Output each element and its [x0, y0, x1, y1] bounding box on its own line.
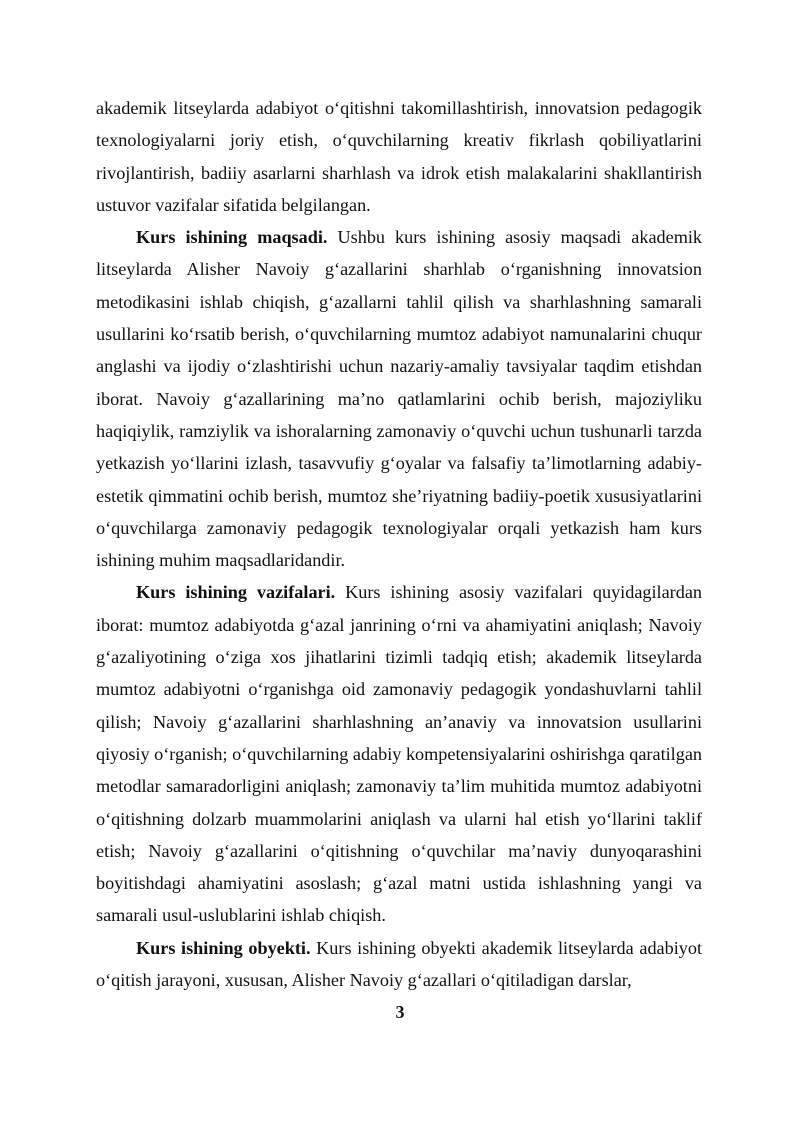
document-body: [96, 92, 702, 996]
paragraph-obyekti: [96, 932, 702, 997]
paragraph-intro: [96, 92, 702, 221]
page-number: 3: [395, 1002, 405, 1022]
paragraph-heading: Kurs ishining obyekti.: [136, 937, 311, 958]
paragraph-text: akademik litseylarda adabiyot oʻqitishni takomillashtirish, innovatsion pedagogik texnologiyalarni joriy etish, oʻquvchilarning kreativ fikrlash qobiliyatlarini rivojlantirish, badiiy asarlarni sharhlash va idrok etish malakalarini shakllantirish ustuvor vazifalar sifatida belgilangan.: [96, 98, 702, 215]
paragraph-text: Ushbu kurs ishining asosiy maqsadi akademik litseylarda Alisher Navoiy gʻazallarini sharhlab oʻrganishning innovatsion metodikasini ishlab chiqish, gʻazallarni tahlil qilish va sharhlashning samarali usullarini koʻrsatib berish, oʻquvchilarning mumtoz adabiyot namunalarini chuqur anglashi va ijodiy oʻzlashtirishi uchun nazariy-amaliy tavsiyalar taqdim etishdan iborat. Navoiy gʻazallarining maʼno qatlamlarini ochib berish, majoziyliku haqiqiylik, ramziylik va ishoralarning zamonaviy oʻquvchi uchun tushunarli tarzda yetkazish yoʻllarini izlash, tasavvufiy gʻoyalar va falsafiy taʼlimotlarning adabiy-estetik qimmatini ochib berish, mumtoz sheʼriyatning badiiy-poetik xususiyatlarini oʻquvchilarga zamonaviy pedagogik texnologiyalar orqali yetkazish ham kurs ishining muhim maqsadlaridandir.: [96, 227, 702, 571]
paragraph-text: Kurs ishining asosiy vazifalari quyidagilardan iborat: mumtoz adabiyotda gʻazal janrining oʻrni va ahamiyatini aniqlash; Navoiy gʻazaliyotining oʻziga xos jihatlarini tizimli tadqiq etish; akademik litseylarda mumtoz adabiyotni oʻrganishga oid zamonaviy pedagogik yondashuvlarni tahlil qilish; Navoiy gʻazallarini sharhlashning anʼanaviy va innovatsion usullarini qiyosiy oʻrganish; oʻquvchilarning adabiy kompetensiyalarini oshirishga qaratilgan metodlar samaradorligini aniqlash; zamonaviy taʼlim muhitida mumtoz adabiyotni oʻqitishning dolzarb muammolarini aniqlash va ularni hal etish yoʻllarini taklif etish; Navoiy gʻazallarini oʻqitishning oʻquvchilar maʼnaviy dunyoqarashini boyitishdagi ahamiyatini asoslash; gʻazal matni ustida ishlashning yangi va samarali usul-uslublarini ishlab chiqish.: [96, 582, 702, 926]
paragraph-heading: Kurs ishining maqsadi.: [136, 227, 328, 248]
paragraph-text: Kurs ishining obyekti akademik litseylarda adabiyot oʻqitish jarayoni, xususan, Alisher Navoiy gʻazallari oʻqitiladigan darslar,: [96, 937, 702, 991]
paragraph-vazifalari: [96, 576, 702, 931]
paragraph-maqsadi: [96, 221, 702, 576]
paragraph-heading: Kurs ishining vazifalari.: [136, 582, 336, 603]
